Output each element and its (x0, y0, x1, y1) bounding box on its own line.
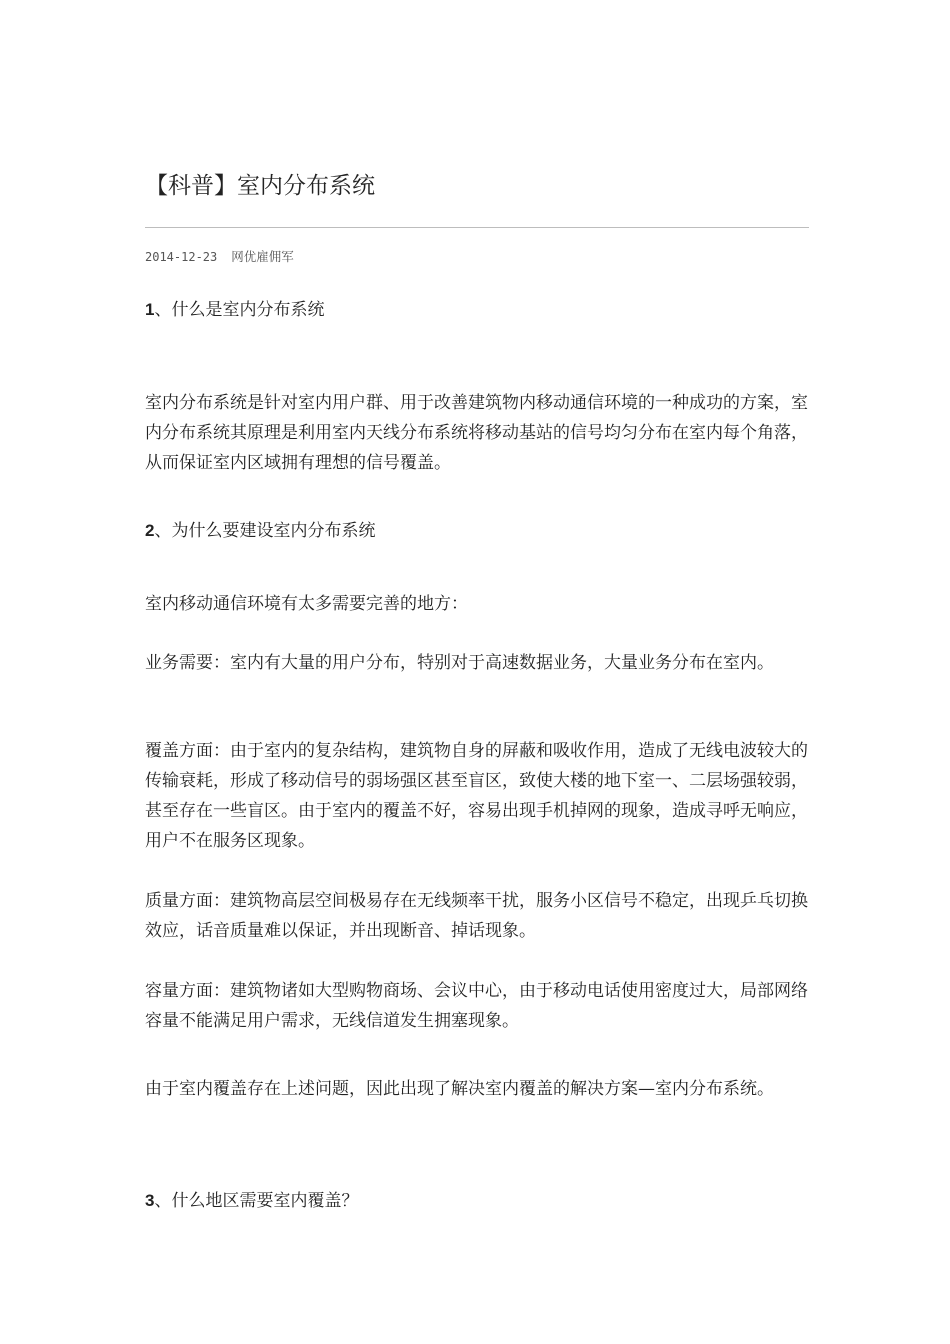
section-heading-1 (145, 295, 809, 325)
paragraph-quality: 质量方面：建筑物高层空间极易存在无线频率干扰，服务小区信号不稳定，出现乒乓切换效应，话音质量难以保证，并出现断音、掉话现象。 (145, 891, 808, 941)
section-number: 1 (145, 300, 155, 319)
section-number: 2 (145, 521, 155, 540)
section-heading-2 (145, 516, 809, 546)
section-heading-text: 、为什么要建设室内分布系统 (154, 521, 376, 541)
section-heading-3 (145, 1186, 809, 1216)
publish-date: 2014-12-23 (145, 250, 218, 264)
paragraph-definition: 室内分布系统是针对室内用户群、用于改善建筑物内移动通信环境的一种成功的方案，室内分布系统其原理是利用室内天线分布系统将移动基站的信号均匀分布在室内每个角落，从而保证室内区域拥有理想的信号覆盖。 (145, 393, 808, 473)
author-name: 网优雇佣军 (231, 249, 294, 264)
paragraph-capacity: 容量方面：建筑物诸如大型购物商场、会议中心，由于移动电话使用密度过大，局部网络容量不能满足用户需求，无线信道发生拥塞现象。 (145, 981, 808, 1031)
section-heading-text: 、什么是室内分布系统 (154, 300, 325, 320)
title-divider (145, 227, 809, 228)
section-number: 3 (145, 1191, 155, 1210)
section-heading-text: 、什么地区需要室内覆盖？ (154, 1191, 359, 1211)
article-meta (145, 248, 294, 266)
paragraph-intro: 室内移动通信环境有太多需要完善的地方： (145, 594, 468, 614)
article-title: 【科普】室内分布系统 (145, 173, 375, 199)
paragraph-coverage: 覆盖方面：由于室内的复杂结构，建筑物自身的屏蔽和吸收作用，造成了无线电波较大的传输衰耗，形成了移动信号的弱场强区甚至盲区，致使大楼的地下室一、二层场强较弱，甚至存在一些盲区。由于室内的覆盖不好，容易出现手机掉网的现象，造成寻呼无响应，用户不在服务区现象。 (145, 741, 808, 851)
paragraph-solution: 由于室内覆盖存在上述问题，因此出现了解决室内覆盖的解决方案—室内分布系统。 (145, 1079, 774, 1099)
paragraph-business: 业务需要：室内有大量的用户分布，特别对于高速数据业务，大量业务分布在室内。 (145, 653, 774, 673)
